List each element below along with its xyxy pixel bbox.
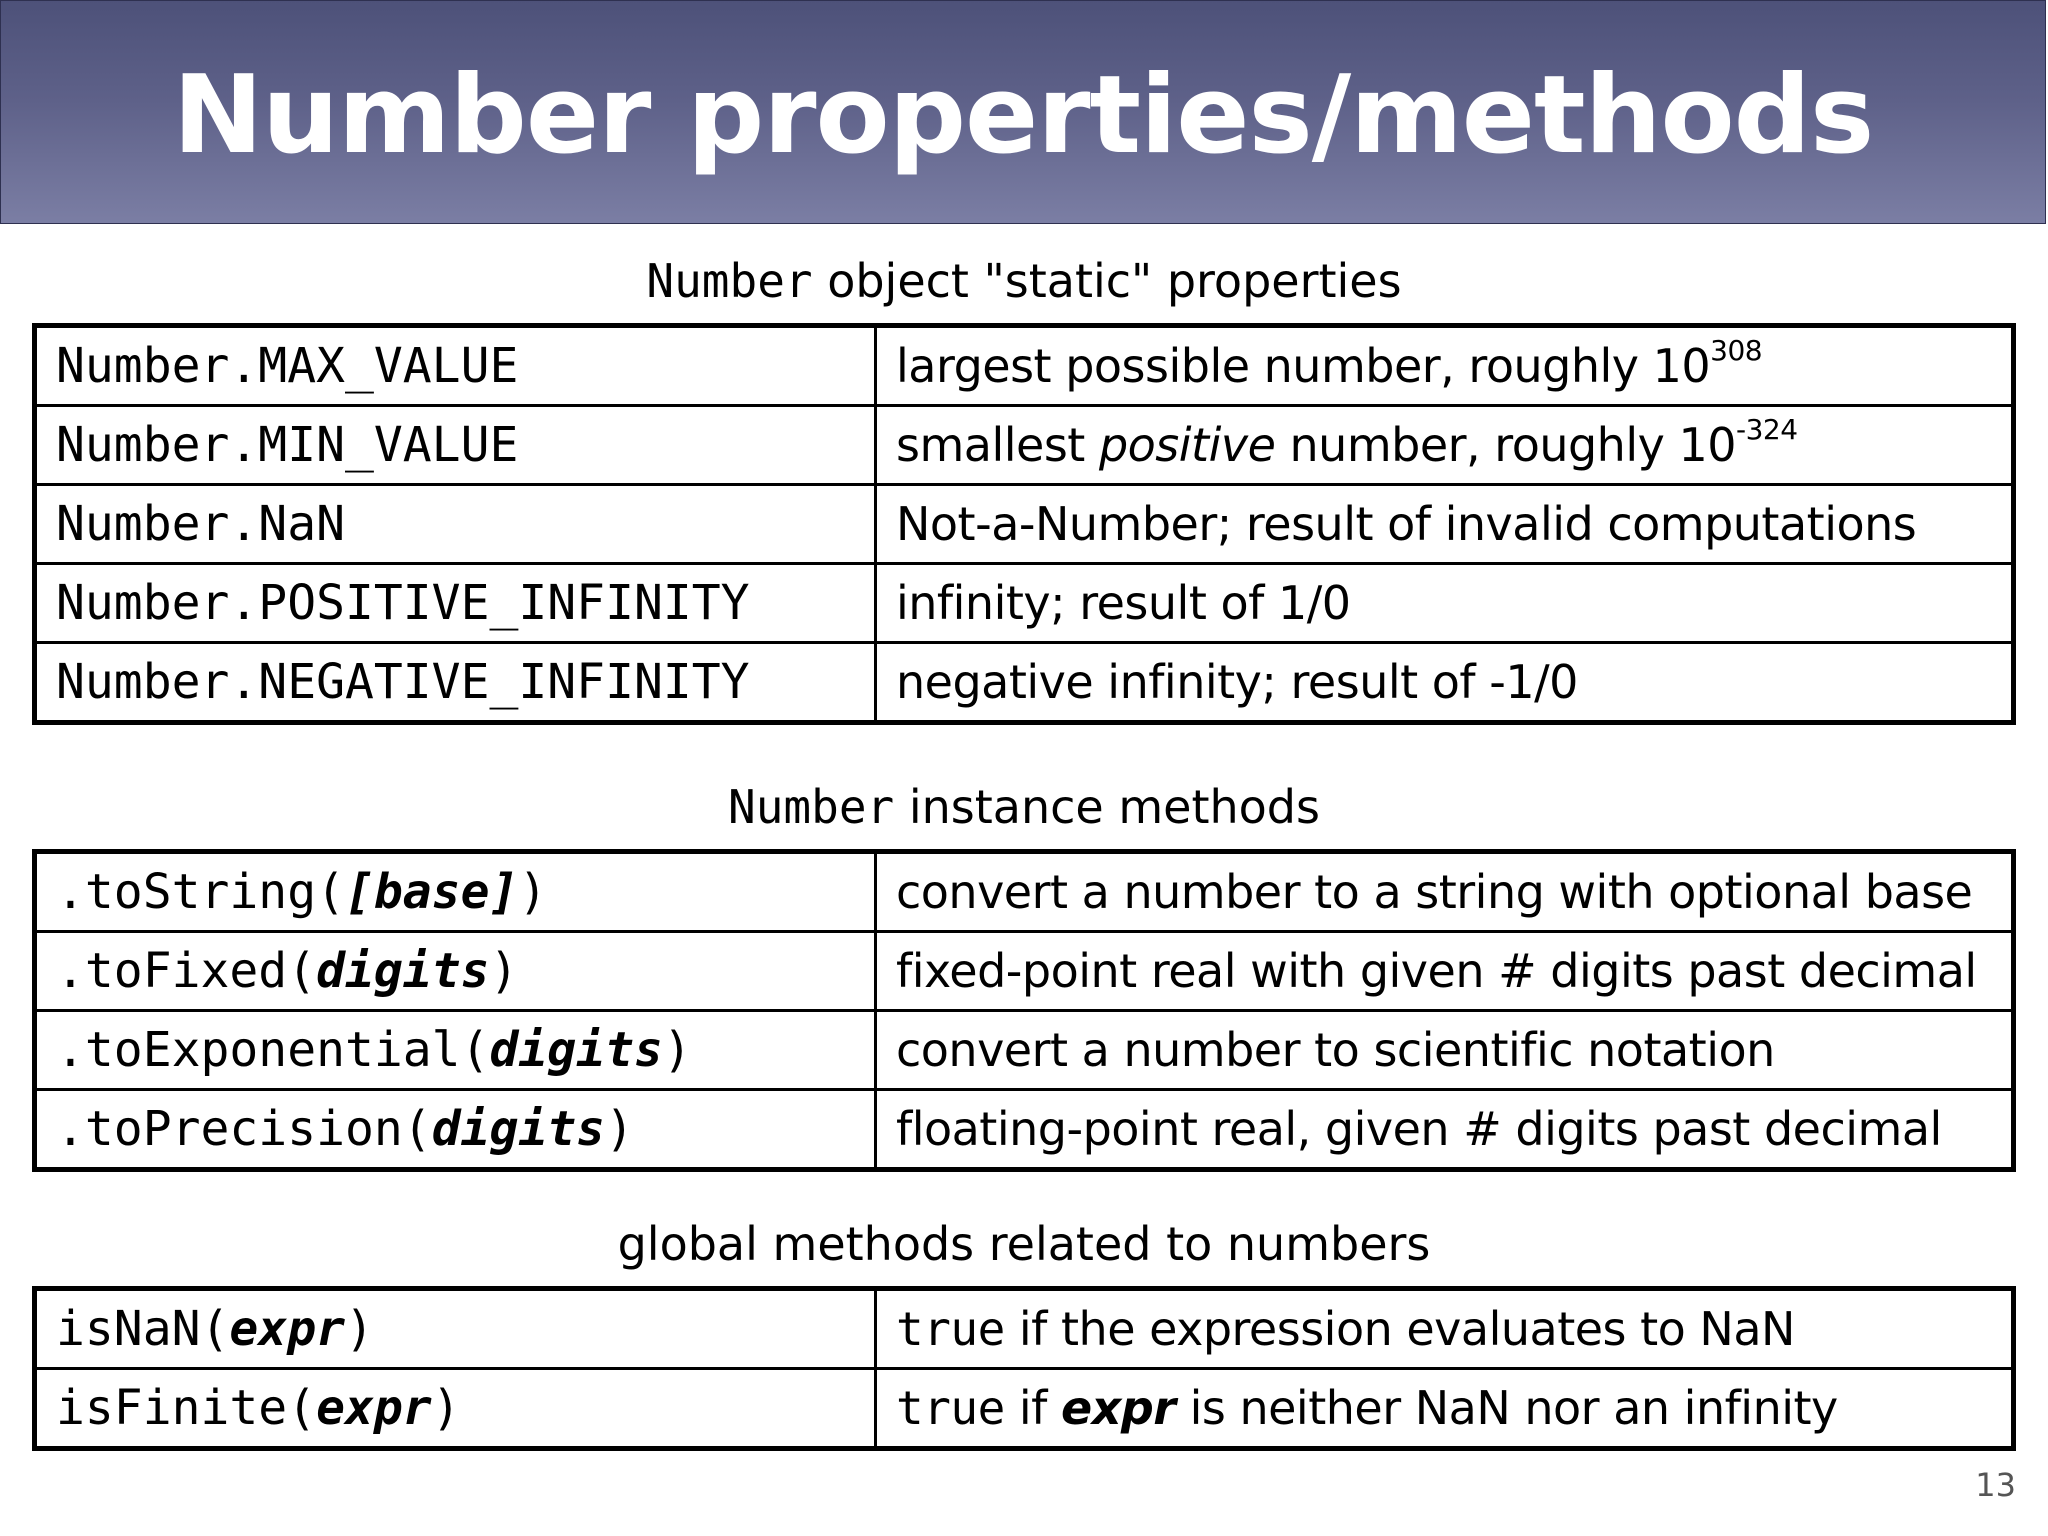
method-signature [35,1289,876,1369]
table-row [35,852,2014,932]
property-name: Number.NEGATIVE_INFINITY [35,643,876,723]
method-description: fixed-point real with given # digits past decimal [876,932,2014,1011]
table-row [35,406,2014,485]
caption-text: instance methods [894,780,1320,834]
instance-methods-table [32,849,2016,1172]
static-properties-caption [0,252,2048,310]
method-param: expr [316,1380,432,1436]
property-name: Number.POSITIVE_INFINITY [35,564,876,643]
method-description [876,1289,2014,1369]
method-param: digits [489,1022,663,1078]
global-methods-table [32,1286,2016,1451]
table-row [35,643,2014,723]
method-param: digits [431,1101,606,1157]
page-number: 13 [1975,1466,2016,1504]
description-text: smallest [896,418,1099,472]
method-name: .toString( [56,864,345,920]
property-description: Not-a-Number; result of invalid computations [876,485,2014,564]
caption-code: Number [646,254,813,308]
exponent: 308 [1710,334,1763,367]
exponent: -324 [1736,413,1798,446]
method-close: ) [489,943,519,999]
property-name: Number.NaN [35,485,876,564]
table-row [35,564,2014,643]
description-text: is neither NaN nor an infinity [1175,1381,1838,1435]
property-description: infinity; result of 1/0 [876,564,2014,643]
table-row [35,1289,2014,1369]
slide-title: Number properties/methods [172,53,1874,178]
method-description: convert a number to scientific notation [876,1011,2014,1090]
description-text: number, roughly 10 [1275,418,1736,472]
method-name: .toPrecision( [56,1101,432,1157]
property-description: negative infinity; result of -1/0 [876,643,2014,723]
table-row [35,1090,2014,1170]
method-name: .toFixed( [56,943,317,999]
description-text: largest possible number, roughly 10 [896,339,1711,393]
property-name: Number.MIN_VALUE [35,406,876,485]
method-close: ) [605,1101,634,1157]
static-properties-table [32,323,2016,725]
method-close: ) [344,1301,374,1357]
instance-methods-caption [0,778,2048,836]
code-keyword: true [896,1302,1005,1356]
code-keyword: true [896,1381,1005,1435]
method-name: isFinite( [56,1380,317,1436]
method-close: ) [518,864,548,920]
title-banner [0,0,2046,224]
table-row [35,326,2014,406]
caption-text: object "static" properties [812,254,1402,308]
method-signature [35,1090,876,1170]
caption-code: Number [728,780,895,834]
description-text: if the expression evaluates to NaN [1004,1302,1795,1356]
method-name: isNaN( [56,1301,230,1357]
method-name: .toExponential( [56,1022,490,1078]
method-close: ) [431,1380,461,1436]
method-description: convert a number to a string with optional base [876,852,2014,932]
method-description [876,1369,2014,1449]
emphasis-text: positive [1098,418,1276,472]
table-row [35,1369,2014,1449]
method-param: expr [229,1301,345,1357]
property-name: Number.MAX_VALUE [35,326,876,406]
method-signature [35,852,876,932]
property-description [876,326,2014,406]
description-text: if [1004,1381,1061,1435]
global-methods-caption: global methods related to numbers [617,1217,1431,1271]
param-reference: expr [1061,1381,1176,1435]
method-signature [35,1369,876,1449]
method-description: floating-point real, given # digits past decimal [876,1090,2014,1170]
property-description [876,406,2014,485]
table-row [35,932,2014,1011]
table-row [35,485,2014,564]
method-close: ) [662,1022,692,1078]
method-signature [35,1011,876,1090]
table-row [35,1011,2014,1090]
method-param: [base] [344,864,519,920]
method-param: digits [316,943,490,999]
method-signature [35,932,876,1011]
